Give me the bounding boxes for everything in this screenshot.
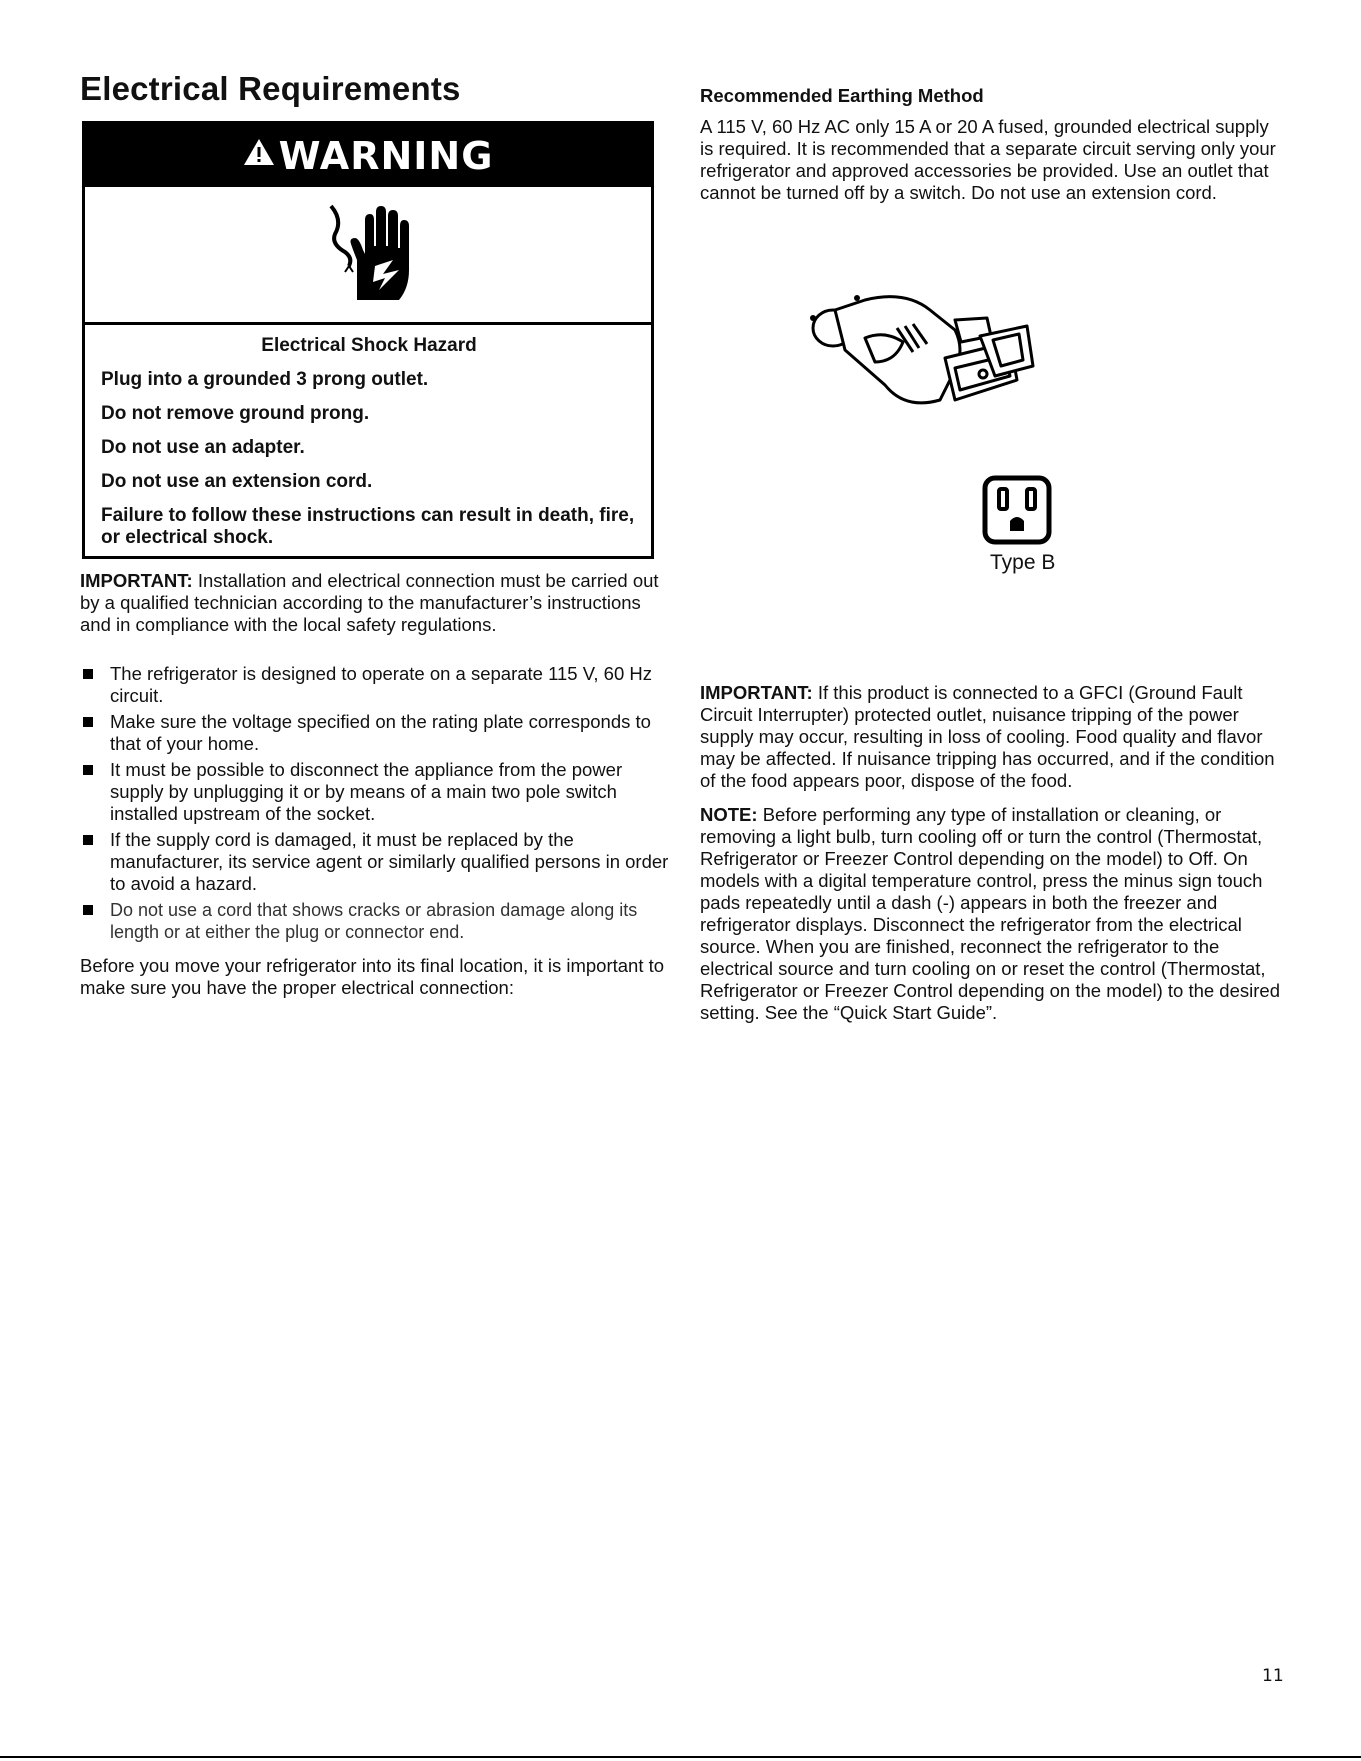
warning-line: Do not remove ground prong. xyxy=(101,403,370,424)
outlet-type-label: Type B xyxy=(990,551,1056,574)
earthing-paragraph: A 115 V, 60 Hz AC only 15 A or 20 A fused, grounded electrical supply is required. It is recommended that a separate circuit serving only your refrigerator and approved accessories be provided. Use an outlet that cannot be turned off by a switch. Do not use an extension cord. xyxy=(700,116,1276,203)
footer-divider xyxy=(0,1756,1361,1758)
list-item: The refrigerator is designed to operate on a separate 115 V, 60 Hz circuit. xyxy=(80,663,680,707)
warning-body xyxy=(85,325,651,549)
list-item: Do not use a cord that shows cracks or abrasion damage along its length or at either the plug or connector end. xyxy=(80,899,680,943)
requirements-list xyxy=(80,663,680,947)
warning-line: Do not use an extension cord. xyxy=(101,471,373,492)
warning-line: Do not use an adapter. xyxy=(101,437,305,458)
warning-box xyxy=(82,121,654,559)
note-text: Before performing any type of installation or cleaning, or removing a light bulb, turn cooling off or turn the control (Thermostat, Refrigerator or Freezer Control depending on the model) to Off. On models with a digital temperature control, press the minus sign touch pads repeatedly until a dash (-) appears in both the freezer and refrigerator displays. Disconnect the refrigerator from the electrical source. When you are finished, reconnect the refrigerator to the electrical source and turn cooling on or reset the control (Thermostat, Refrigerator or Freezer Control depending on the model) to the desired setting. See the “Quick Start Guide”. xyxy=(700,804,1280,1023)
page-title: Electrical Requirements xyxy=(80,70,461,107)
list-item: If the supply cord is damaged, it must be replaced by the manufacturer, its service agent or similarly qualified persons in order to avoid a hazard. xyxy=(80,829,680,895)
grounded-outlet-icon xyxy=(982,475,1052,550)
important-paragraph xyxy=(80,570,670,636)
warning-line: Plug into a grounded 3 prong outlet. xyxy=(101,369,429,390)
hazard-title: Electrical Shock Hazard xyxy=(261,335,477,356)
electric-shock-hand-icon xyxy=(85,187,651,325)
bullet-square-icon xyxy=(83,765,93,775)
important-label: IMPORTANT: xyxy=(80,570,193,591)
warning-header xyxy=(85,124,651,187)
bullet-square-icon xyxy=(83,717,93,727)
bullet-square-icon xyxy=(83,669,93,679)
important-text: If this product is connected to a GFCI (Ground Fault Circuit Interrupter) protected outlet, nuisance tripping of the power supply may occur, resulting in loss of cooling. Food quality and flavor may be affected. If nuisance tripping has occurred, and if the condition of the food appears poor, dispose of the food. xyxy=(700,682,1275,791)
important-label: IMPORTANT: xyxy=(700,682,813,703)
gfci-important-paragraph xyxy=(700,682,1285,792)
bullet-square-icon xyxy=(83,905,93,915)
warning-line: Failure to follow these instructions can result in death, fire, or electrical shock. xyxy=(101,505,635,548)
section-heading: Recommended Earthing Method xyxy=(700,85,984,106)
bullet-square-icon xyxy=(83,835,93,845)
note-paragraph xyxy=(700,804,1285,1024)
page-number: 11 xyxy=(1262,1666,1284,1686)
note-label: NOTE: xyxy=(700,804,758,825)
list-item: It must be possible to disconnect the appliance from the power supply by unplugging it or by means of a main two pole switch installed upstream of the socket. xyxy=(80,759,680,825)
warning-label: WARNING xyxy=(278,133,494,178)
before-moving-paragraph: Before you move your refrigerator into its final location, it is important to make sure you have the proper electrical connection: xyxy=(80,955,665,998)
alert-triangle-icon xyxy=(243,138,275,174)
important-text: Installation and electrical connection must be carried out by a qualified technician according to the manufacturer’s instructions and in compliance with the local safety regulations. xyxy=(80,570,659,635)
list-item: Make sure the voltage specified on the rating plate corresponds to that of your home. xyxy=(80,711,680,755)
three-prong-plug-icon xyxy=(805,290,1040,425)
